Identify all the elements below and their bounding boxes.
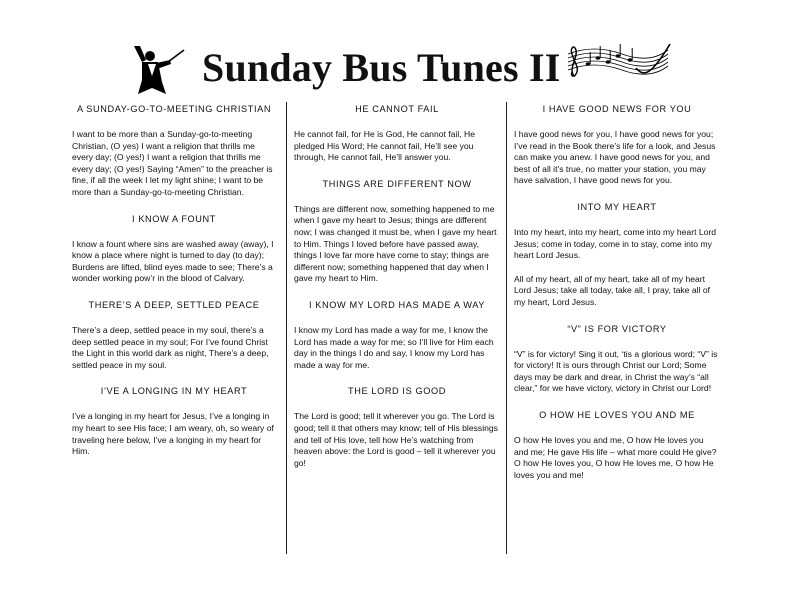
song-title: I KNOW A FOUNT (132, 213, 216, 224)
lyrics-paragraph: All of my heart, all of my heart, take all of my heart Lord Jesus; take all today, take all, I pray, take all of my heart, Lord Jesus. (514, 273, 711, 307)
song-lyrics (514, 435, 720, 481)
song-title: I KNOW MY LORD HAS MADE A WAY (309, 299, 485, 310)
column-divider (506, 102, 507, 554)
song-lyrics (72, 325, 276, 371)
song-lyrics (294, 129, 500, 164)
song-title: A SUNDAY-GO-TO-MEETING CHRISTIAN (76, 104, 272, 114)
lyrics-paragraph: Into my heart, into my heart, come into my heart Lord Jesus; come in today, come in to stay, come into my heart Lord Jesus. (514, 226, 717, 261)
lyrics-paragraph: He cannot fail, for He is God, He cannot fail, He pledged His Word; He cannot fail, He’ll see you through, He cannot fail, He’ll answer you. (294, 129, 476, 163)
lyrics-paragraph: O how He loves you and me, O how He loves you and me; He gave His life – what more could He give? O how He loves you, O how He loves me, O how He loves you and me! (514, 434, 717, 480)
song-block (514, 409, 720, 481)
song-block (294, 178, 500, 285)
song-column-2 (294, 103, 500, 553)
song-column-3 (514, 103, 720, 553)
lyrics-paragraph: “V” is for victory! Sing it out, ‘tis a glorious word; “V” is for victory! It is ours through Christ our Lord; Some days may be dark and drear, in Christ the way’s “all clear,” for we have victory, victory in Christ our Lord! (514, 348, 718, 394)
song-lyrics (72, 129, 276, 199)
song-block (72, 103, 276, 199)
song-block (514, 103, 720, 187)
song-title: “V” IS FOR VICTORY (567, 323, 667, 334)
song-title: INTO MY HEART (577, 201, 657, 212)
song-block (72, 385, 276, 457)
song-block (72, 213, 276, 285)
song-title: HE CANNOT FAIL (355, 104, 439, 114)
column-divider (286, 102, 287, 554)
music-notes-icon (564, 38, 672, 88)
song-lyrics (514, 129, 720, 187)
song-lyrics (294, 411, 500, 469)
page-header (0, 38, 792, 102)
song-block (514, 201, 720, 309)
lyrics-paragraph: I have good news for you, I have good news for you; I’ve read in the Book there’s life for a look, and Jesus can make you anew. I have good news for you, and best of all it’s true, no matter your station, you may have salvation, I have good news for you. (514, 129, 716, 186)
song-block (294, 299, 500, 371)
song-title: O HOW HE LOVES YOU AND ME (539, 409, 695, 420)
song-column-1 (72, 103, 276, 553)
song-title: THERE’S A DEEP, SETTLED PEACE (88, 299, 260, 310)
song-block (514, 323, 720, 395)
page-title: Sunday Bus Tunes II (202, 45, 561, 90)
song-block (294, 103, 500, 164)
lyrics-paragraph: I want to be more than a Sunday-go-to-meeting Christian, (O yes) I want a religion that thrills me every day; (O yes!) I want a religion that thrills me every day; (O yes!) Saying “Amen” to the preacher is fine, if all the week I let my light shine; I want to be more than a Sunday-go-to-meeting Christian. (72, 129, 273, 197)
lyrics-paragraph: Things are different now, something happened to me when I gave my heart to Jesus; things are different now; I was changed it must be, when I gave my heart to Him. Things I loved before have passed away, things I love far more have come to stay; things are different now; something happened that day when I gave my heart to Him. (294, 203, 497, 284)
song-lyrics (72, 239, 276, 285)
song-title: I’VE A LONGING IN MY HEART (100, 386, 248, 397)
conductor-icon (128, 42, 186, 96)
song-lyrics (514, 227, 720, 309)
song-block (294, 385, 500, 469)
song-lyrics (294, 325, 500, 371)
song-lyrics (72, 411, 276, 457)
song-block (72, 299, 276, 371)
lyrics-paragraph: I know a fount where sins are washed away (away), I know a place where night is turned to day (to day); Burdens are lifted, blind eyes made to see; There’s a wonder working pow’r in the blood of Calvary. (72, 238, 274, 284)
lyrics-paragraph: I know my Lord has made a way for me, I know the Lord has made a way for me; so I’ll live for Him each day in the things I do and say, I know my Lord has made a way for me. (294, 324, 494, 370)
lyrics-paragraph: The Lord is good; tell it wherever you go. The Lord is good; tell it that others may know; tell of His blessings and tell of His love, tell how He’s watching from heaven above: the Lord is good – tell it wherever you go! (294, 411, 498, 468)
song-lyrics (294, 204, 500, 285)
song-title: THINGS ARE DIFFERENT NOW (322, 178, 472, 189)
song-title: THE LORD IS GOOD (348, 386, 446, 397)
lyrics-paragraph: I’ve a longing in my heart for Jesus, I’ve a longing in my heart to see His face; I am weary, oh, so weary of traveling here below, I’ve a longing in my heart for Him. (72, 411, 274, 457)
lyrics-paragraph: There’s a deep, settled peace in my soul, there’s a deep settled peace in my soul; For I’ve found Christ the Light in this world dark as night, There’s a deep, settled peace in my soul. (72, 324, 269, 370)
song-title: I HAVE GOOD NEWS FOR YOU (542, 104, 692, 114)
song-lyrics (514, 349, 720, 395)
